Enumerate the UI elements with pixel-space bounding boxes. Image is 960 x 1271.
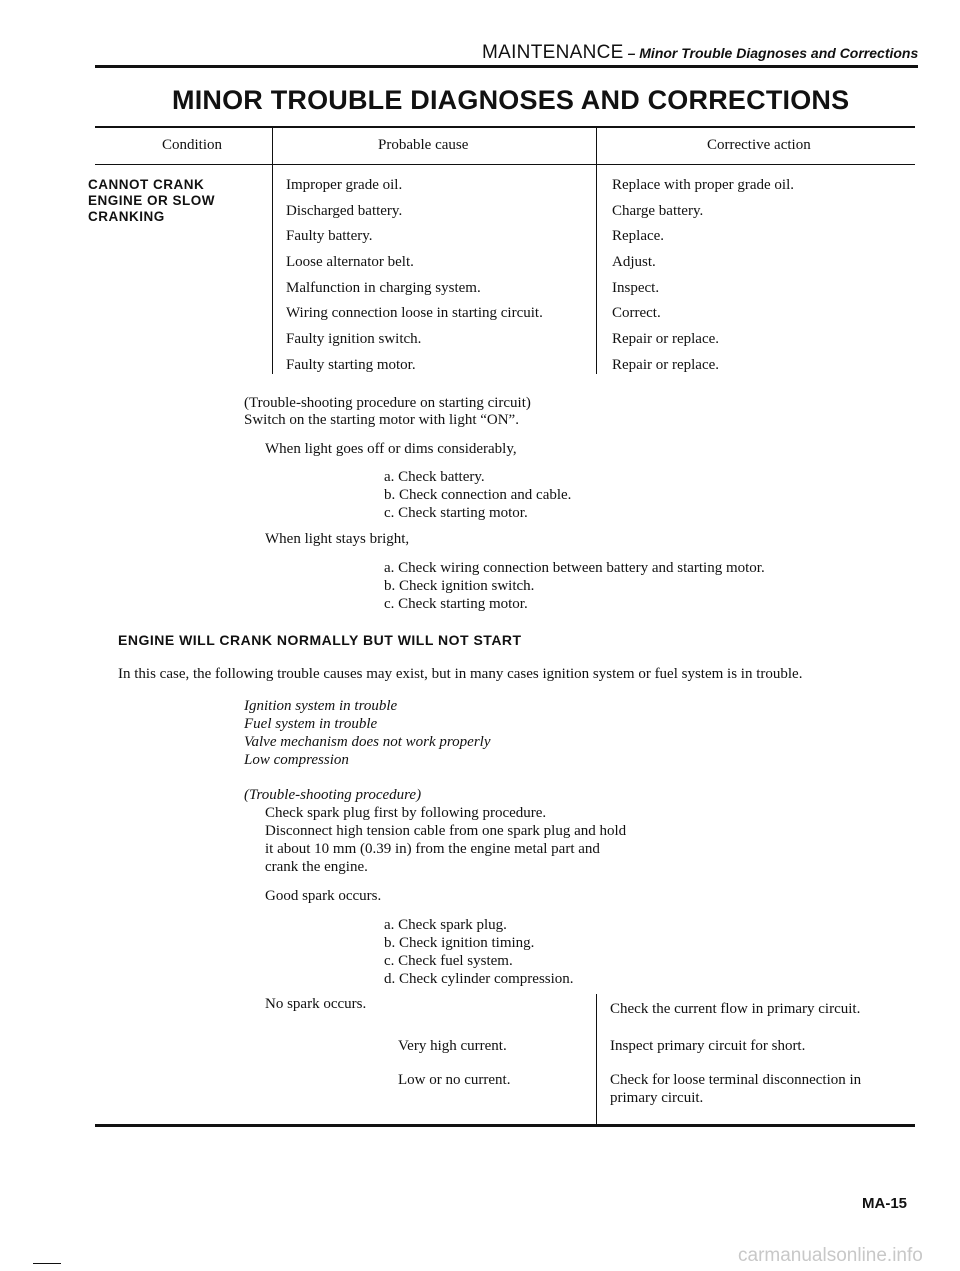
column-divider-1 <box>272 128 273 374</box>
table-row-action: Correct. <box>612 305 661 322</box>
action-list <box>612 176 794 382</box>
list-item: a. Check spark plug. <box>384 917 507 933</box>
table-row-cause: Faulty ignition switch. <box>286 331 422 348</box>
header-section: MAINTENANCE <box>482 42 624 63</box>
footer-mark <box>33 1263 61 1264</box>
table-row-action: Adjust. <box>612 254 656 271</box>
list-item: b. Check connection and cable. <box>384 487 572 503</box>
light-dims-case: When light goes off or dims considerably, <box>265 441 517 457</box>
high-current-action: Inspect primary circuit for short. <box>610 1038 806 1054</box>
procedure-line: Check spark plug first by following procedure. <box>265 805 547 821</box>
running-header <box>482 42 918 64</box>
table-top-rule <box>95 126 915 128</box>
table-header-rule <box>95 164 915 165</box>
header-subtitle: – Minor Trouble Diagnoses and Corrections <box>627 45 919 61</box>
list-item: Ignition system in trouble <box>244 698 398 714</box>
condition-line: ENGINE OR SLOW <box>88 193 216 208</box>
list-item: a. Check battery. <box>384 469 485 485</box>
starting-procedure-heading: (Trouble-shooting procedure on starting circuit) <box>244 395 531 411</box>
light-bright-steps <box>384 559 765 613</box>
column-header-action: Corrective action <box>707 137 811 153</box>
table-row-cause: Loose alternator belt. <box>286 254 414 271</box>
table-row-cause: Improper grade oil. <box>286 177 403 193</box>
list-item: a. Check wiring connection between battery and starting motor. <box>384 560 765 576</box>
cause-list <box>286 176 543 382</box>
list-item: Fuel system in trouble <box>244 716 378 732</box>
procedure-line: Disconnect high tension cable from one spark plug and hold <box>265 823 627 839</box>
condition-cell <box>88 177 215 225</box>
table-row-cause: Faulty starting motor. <box>286 356 416 373</box>
column-divider-2 <box>596 128 597 374</box>
light-dims-steps <box>384 468 571 522</box>
list-item: d. Check cylinder compression. <box>384 971 574 987</box>
watermark: carmanualsonline.info <box>738 1245 923 1266</box>
procedure-heading: (Trouble-shooting procedure) <box>244 787 422 803</box>
condition-line: CRANKING <box>88 209 165 224</box>
table-bottom-rule <box>95 1124 915 1127</box>
no-spark-action: Check the current flow in primary circuit. <box>610 1001 861 1017</box>
page-title: MINOR TROUBLE DIAGNOSES AND CORRECTIONS <box>172 85 850 115</box>
high-current-case: Very high current. <box>398 1038 507 1054</box>
good-spark-steps <box>384 916 574 988</box>
list-item: Low compression <box>244 752 349 768</box>
list-item: b. Check ignition timing. <box>384 935 535 951</box>
starting-procedure-intro: Switch on the starting motor with light “ON”. <box>244 412 519 428</box>
no-spark-divider <box>596 994 597 1124</box>
table-row-action: Repair or replace. <box>612 331 720 348</box>
list-item: c. Check starting motor. <box>384 596 528 612</box>
header-rule <box>95 65 918 68</box>
action-line: primary circuit. <box>610 1090 704 1106</box>
table-row-action: Replace. <box>612 228 665 245</box>
section-intro: In this case, the following trouble causes may exist, but in many cases ignition system or fuel system is in trouble. <box>118 666 803 682</box>
list-item: c. Check starting motor. <box>384 505 528 521</box>
action-line: Check for loose terminal disconnection in <box>610 1072 862 1088</box>
condition-line: CANNOT CRANK <box>88 177 205 192</box>
procedure-line: crank the engine. <box>265 859 368 875</box>
table-row-cause: Faulty battery. <box>286 228 373 245</box>
column-header-cause: Probable cause <box>378 137 469 153</box>
list-item: b. Check ignition switch. <box>384 578 535 594</box>
table-row-cause: Malfunction in charging system. <box>286 279 481 296</box>
procedure-line: it about 10 mm (0.39 in) from the engine metal part and <box>265 841 600 857</box>
table-row-action: Inspect. <box>612 279 660 296</box>
column-header-condition: Condition <box>162 137 223 153</box>
low-current-action <box>610 1071 861 1107</box>
list-item: c. Check fuel system. <box>384 953 513 969</box>
no-spark-case: No spark occurs. <box>265 996 367 1012</box>
procedure-text <box>265 804 626 876</box>
table-row-cause: Discharged battery. <box>286 202 403 219</box>
light-bright-case: When light stays bright, <box>265 531 410 547</box>
table-row-action: Repair or replace. <box>612 356 720 373</box>
low-current-case: Low or no current. <box>398 1072 511 1088</box>
table-row-action: Replace with proper grade oil. <box>612 177 795 193</box>
section-heading: ENGINE WILL CRANK NORMALLY BUT WILL NOT START <box>118 632 522 648</box>
page-number: MA-15 <box>862 1195 908 1212</box>
list-item: Valve mechanism does not work properly <box>244 734 491 750</box>
table-row-cause: Wiring connection loose in starting circuit. <box>286 305 543 322</box>
good-spark-case: Good spark occurs. <box>265 888 382 904</box>
table-row-action: Charge battery. <box>612 202 704 219</box>
possible-causes <box>244 697 490 769</box>
